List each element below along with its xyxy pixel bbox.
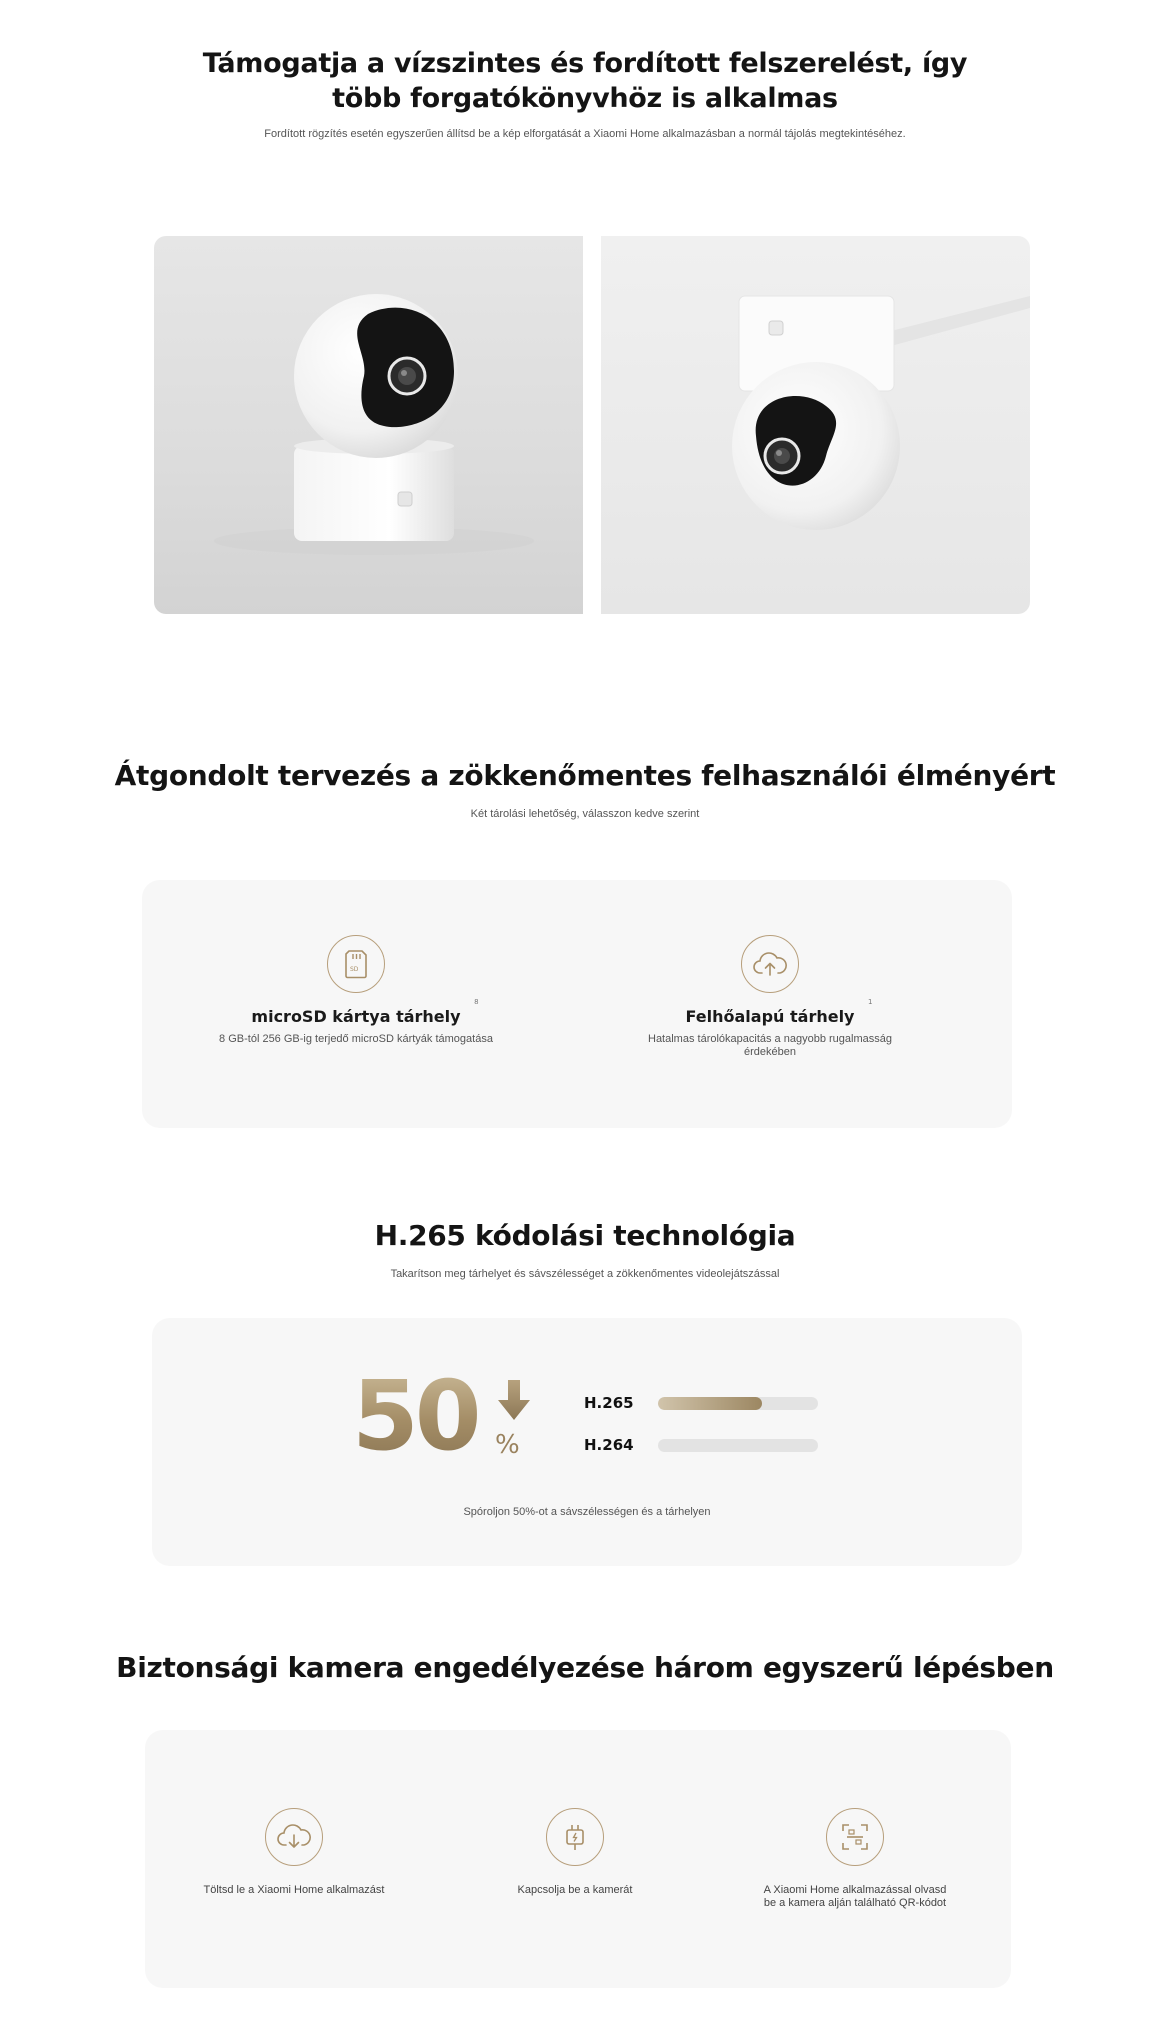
codec-bar-h265 [658,1397,818,1410]
feature-title-cloud: Felhőalapú tárhely 1 [685,998,873,1026]
feature-desc-microsd: 8 GB-tól 256 GB-ig terjedő microSD kártyák támogatása [219,1033,493,1045]
section-title-setup-steps: Biztonsági kamera engedélyezése három egyszerű lépésben [116,1651,1054,1684]
codec-row-h265 [584,1394,818,1412]
feature-desc-cloud: Hatalmas tárolókapacitás a nagyobb rugalmasság érdekében [648,1033,892,1058]
feature-title-microsd: microSD kártya tárhely 8 [251,998,479,1026]
step-scan-qr [725,1808,985,1910]
section-subtitle-h265: Takarítson meg tárhelyet és sávszélességet a zökkenőmentes videolejátszással [390,1268,780,1280]
step-download-app [164,1808,424,1897]
storage-options-card [142,880,1012,1128]
section-subtitle-design: Két tárolási lehetőség, válasszon kedve szerint [470,808,700,820]
codec-label-h264: H.264 [584,1436,634,1454]
section-subtitle-mounting: Fordított rögzítés esetén egyszerűen állítsd be a kép elforgatását a Xiaomi Home alkalmazásban a normál tájolás megtekintéséhez. [264,128,906,140]
codec-label-h265: H.265 [584,1394,634,1412]
feature-cloud [590,935,950,1059]
codec-bar-h264 [658,1439,818,1452]
arrow-down-icon [498,1380,530,1425]
feature-microsd [176,935,536,1046]
cloud-upload-icon [741,935,799,993]
section-title-h265: H.265 kódolási technológia [374,1219,796,1252]
footnote-marker: 1 [868,998,873,1006]
codec-comparison-card [152,1318,1022,1566]
camera-upright-photo [154,236,583,614]
section-title-design: Átgondolt tervezés a zökkenőmentes felhasználói élményért [114,759,1056,792]
savings-percentage-number: 50 [352,1360,478,1472]
microsd-card-icon [327,935,385,993]
step-desc: Kapcsolja be a kamerát [517,1884,633,1896]
download-icon [265,1808,323,1866]
codec-savings-note: Spóroljon 50%-ot a sávszélességen és a tárhelyen [463,1506,711,1518]
section-title-mounting: Támogatja a vízszintes és fordított felszerelést, így több forgatókönyvhöz is alkalmas [202,48,968,114]
codec-bar-fill-h265 [658,1397,762,1410]
step-power-on [445,1808,705,1897]
setup-steps-card [145,1730,1011,1988]
step-desc: A Xiaomi Home alkalmazással olvasd be a kamera alján található QR-kódot [763,1884,947,1909]
codec-row-h264 [584,1436,818,1454]
svg-text:SD: SD [350,966,359,973]
qr-scan-icon [826,1808,884,1866]
step-desc: Töltsd le a Xiaomi Home alkalmazást [203,1884,385,1896]
percent-sign: % [495,1430,520,1460]
footnote-marker: 8 [474,998,479,1006]
power-plug-icon [546,1808,604,1866]
camera-inverted-photo [601,236,1030,614]
